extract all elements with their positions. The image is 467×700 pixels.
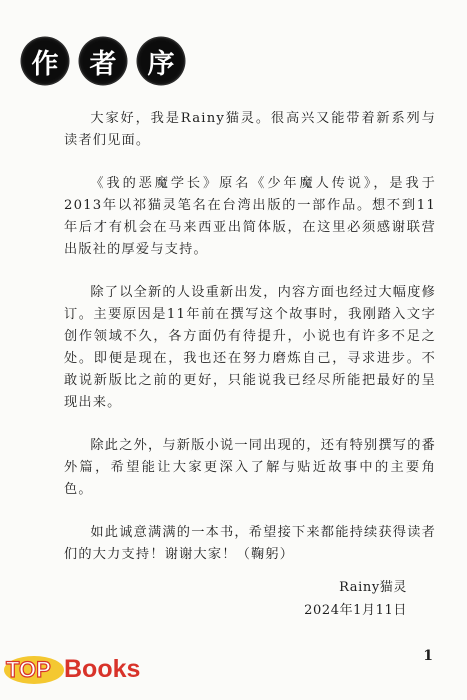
preface-body: [64, 108, 436, 587]
paragraph-thanks: 如此诚意满满的一本书，希望接下来都能持续获得读者们的大力支持！谢谢大家！（鞠躬）: [64, 525, 436, 562]
preface-title: [22, 38, 184, 84]
paragraph-revision: 除了以全新的人设重新出发，内容方面也经过大幅度修订。主要原因是11年前在撰写这个故事时，我刚踏入文字创作领域不久，各方面仍有待提升，小说也有许多不足之处。即便是现在，我也还在努力磨炼自己，寻求进步。不敢说新版比之前的更好，只能说我已经尽所能把最好的呈现出来。: [64, 285, 436, 410]
title-char-3: 序: [138, 38, 184, 84]
topbooks-logo: [0, 640, 200, 690]
svg-text:Books: Books: [64, 655, 141, 683]
title-char-1: 作: [22, 38, 68, 84]
paragraph-history: 《我的恶魔学长》原名《少年魔人传说》，是我于2013年以祁猫灵笔名在台湾出版的一部作品。想不到11年后才有机会在马来西亚出简体版，在这里必须感谢联营出版社的厚爱与支持。: [64, 176, 436, 257]
author-signature: Rainy猫灵: [339, 580, 407, 595]
signature-date: 2024年1月11日: [304, 603, 407, 618]
paragraph-greeting: 大家好，我是Rainy猫灵。很高兴又能带着新系列与读者们见面。: [64, 111, 436, 148]
page-number: 1: [423, 648, 433, 664]
svg-text:TOP: TOP: [6, 657, 51, 682]
title-char-2: 者: [80, 38, 126, 84]
paragraph-extras: 除此之外，与新版小说一同出现的，还有特别撰写的番外篇，希望能让大家更深入了解与贴近故事中的主要角色。: [64, 438, 436, 497]
